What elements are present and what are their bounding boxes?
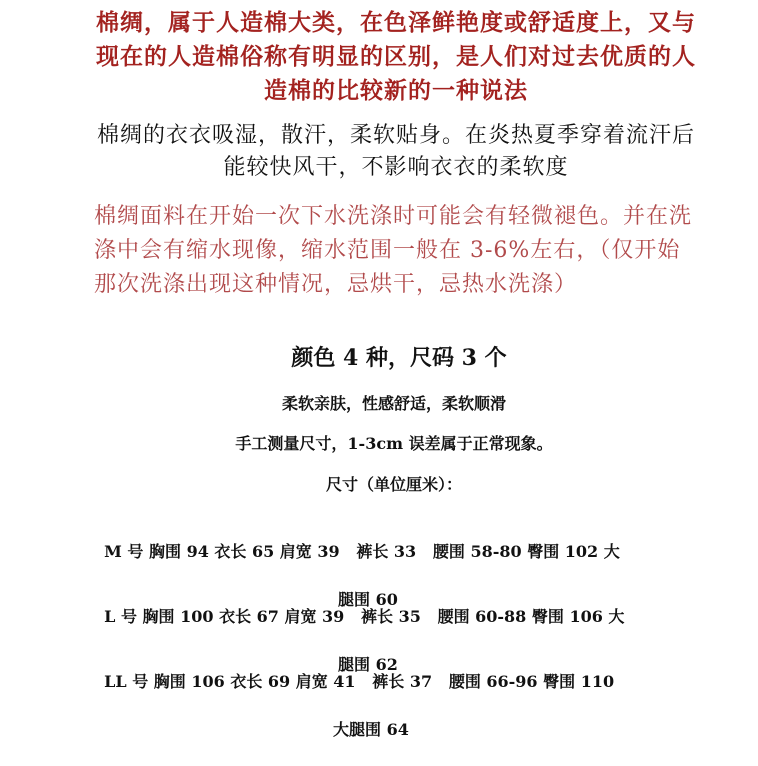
washing-text: 棉绸面料在开始一次下水洗涤时可能会有轻微褪色。并在洗涤中会有缩水现像，缩水范围一般在 3-6%左右，（仅开始那次洗涤出现这种情况，忌烘干，忌热水洗涤）	[94, 204, 693, 297]
washing-paragraph	[0, 200, 758, 302]
measurement-note: 手工测量尺寸，1-3cm 误差属于正常现象。	[235, 434, 553, 453]
size-row-l-line1: L 号 胸围 100 衣长 67 肩宽 39 裤长 35 腰围 60-88 臀围 106 大	[104, 607, 625, 626]
size-row-ll-line2: 大腿围 64	[333, 720, 409, 739]
size-unit-heading: 尺寸（单位厘米）：	[325, 475, 462, 494]
comfort-text: 棉绸的衣衣吸湿，散汗，柔软贴身。在炎热夏季穿着流汗后能较快风干，不影响衣衣的柔软度	[96, 123, 695, 180]
intro-text: 棉绸，属于人造棉大类，在色泽鲜艳度或舒适度上，又与现在的人造棉俗称有明显的区别，是人们对过去优质的人造棉的比较新的一种说法	[96, 9, 696, 104]
colors-sizes-heading: 颜色 4 种，尺码 3 个	[291, 345, 507, 371]
fabric-feel-note: 柔软亲肤，性感舒适，柔软顺滑	[281, 394, 506, 413]
comfort-paragraph	[0, 120, 758, 184]
size-row-m-line1: M 号 胸围 94 衣长 65 肩宽 39 裤长 33 腰围 58-80 臀围 102 大	[104, 542, 620, 561]
size-row-l-line2: 腿围 62	[338, 655, 398, 674]
intro-paragraph	[0, 6, 758, 108]
size-row-m-line2: 腿围 60	[338, 590, 398, 609]
size-row-ll	[0, 646, 758, 766]
size-row-ll-line1: LL 号 胸围 106 衣长 69 肩宽 41 裤长 37 腰围 66-96 臀围 110	[104, 672, 615, 691]
